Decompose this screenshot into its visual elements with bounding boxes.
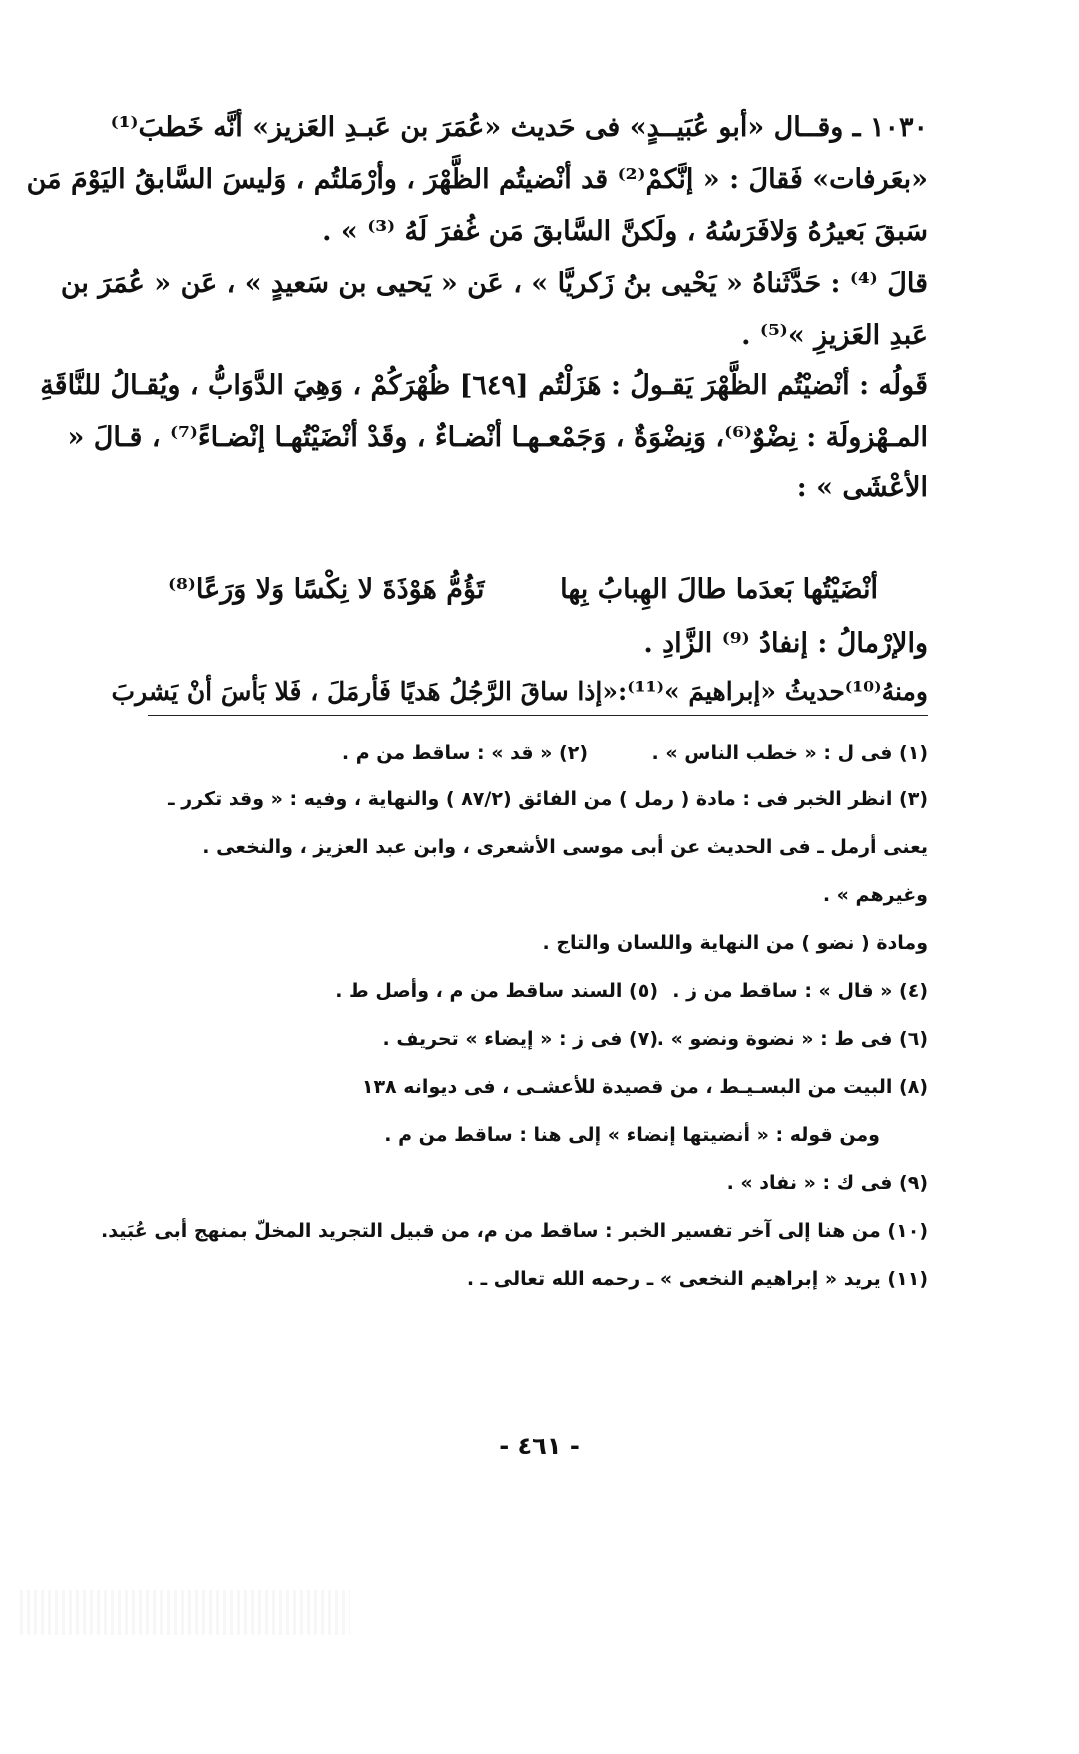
verse-first-hemistich: أنْضَيْتُها بَعدَما طالَ الهِبابُ بِها	[560, 574, 878, 605]
footnote-3: (٣) انظر الخبر فى : مادة ( رمل ) من الفائق (٨٧/٢ ) والنهاية ، وفيه : « وقد تكرر ـ	[168, 788, 928, 810]
footnote-11: (١١) يريد « إبراهيم النخعى » ـ رحمه الله تعالى ـ .	[466, 1268, 928, 1290]
footnote-5: (٥) السند ساقط من م ، وأصل ط .	[335, 980, 658, 1002]
text-line-9: والإرْمالُ : إنفادُ ⁽⁹⁾ الزَّادِ .	[643, 628, 928, 659]
scan-artifact	[20, 1590, 350, 1635]
footnote-1: (١) فى ل : « خطب الناس » .	[651, 742, 928, 764]
footnote-10: (١٠) من هنا إلى آخر تفسير الخبر : ساقط من م، من قبيل التجريد المخلّ بمنهج أبى عُبَيد.	[101, 1220, 928, 1242]
footnote-3-cont: وغيرهم » .	[822, 884, 928, 906]
footnote-6: (٦) فى ط : « نضوة ونضو » .	[656, 1028, 928, 1050]
footnote-4: (٤) « قال » : ساقط من ز .	[672, 980, 928, 1002]
footnote-8-cont: ومن قوله : « أنضيتها إنضاء » إلى هنا : ساقط من م .	[384, 1124, 880, 1146]
page-number: - ٤٦١ -	[499, 1432, 580, 1460]
footnote-8: (٨) البيت من البسـيـط ، من قصيدة للأعشـى ، فى ديوانه ١٣٨	[361, 1076, 928, 1098]
text-line-5: عَبدِ العَزيزِ »⁽⁵⁾ .	[741, 320, 928, 351]
text-line-10: ومنهُ⁽¹⁰⁾حديثُ «إبراهيمَ »⁽¹¹⁾:«إذا ساقَ الرَّجُلُ هَديًا فَأرمَلَ ، فَلا بَأسَ أنْ يَشربَ	[111, 677, 928, 706]
footnote-7: (٧) فى ز : « إيضاء » تحريف .	[382, 1028, 658, 1050]
verse-second-hemistich: تَؤُمُّ هَوْذَةَ لا نِكْسًا وَلا وَرَعًا⁽⁸⁾	[168, 574, 485, 605]
text-line-6: قَولُه : أنْضيْتُم الظَّهْرَ يَقـولُ : هَزَلْتُم [٦٤٩] ظُهْرَكُمْ ، وَهِيَ الدَّوَابُّ ، ويُقـالُ للنَّاقَةِ	[40, 370, 928, 401]
footnote-separator	[148, 715, 928, 716]
text-line-7: المـهْزولَة : نِضْوٌ⁽⁶⁾، وَنِضْوَةٌ ، وَجَمْعـهـا أنْضـاءٌ ، وقَدْ أنْضَيْتُهـا إنْضـاءً⁽⁷⁾ ، قـالَ «	[67, 422, 928, 453]
footnote-2: (٢) « قد » : ساقط من م .	[341, 742, 588, 764]
text-line-2: «بعَرفات» فَقالَ : « إنَّكمْ⁽²⁾ قد أنْضيتُم الظَّهْرَ ، وأرْمَلتُم ، وَليسَ السَّابقُ اليَوْمَ مَن	[26, 164, 928, 195]
text-line-3: سَبقَ بَعيرُهُ وَلافَرَسُهُ ، ولَكنَّ السَّابقَ مَن غُفرَ لَهُ ⁽³⁾ » .	[322, 216, 928, 247]
footnote-3-cont: يعنى أرمل ـ فى الحديث عن أبى موسى الأشعرى ، وابن عبد العزيز ، والنخعى .	[202, 836, 928, 858]
text-line-4: قالَ ⁽⁴⁾ : حَدَّثَناهُ « يَحْيى بنُ زَكريَّا » ، عَن « يَحيى بن سَعيدٍ » ، عَن « عُمَرَ بن	[60, 268, 928, 299]
footnote-3-cont: ومادة ( نضو ) من النهاية واللسان والتاج .	[542, 932, 928, 954]
footnote-9: (٩) فى ك : « نفاد » .	[726, 1172, 928, 1194]
text-line-1: ١٠٣٠ ـ وقــال «أبو عُبَيــدٍ» فى حَديث «عُمَرَ بن عَبـدِ العَزيز» أنَّه خَطبَ⁽¹⁾	[110, 112, 928, 143]
text-line-8: الأعْشَى » :	[796, 472, 928, 503]
